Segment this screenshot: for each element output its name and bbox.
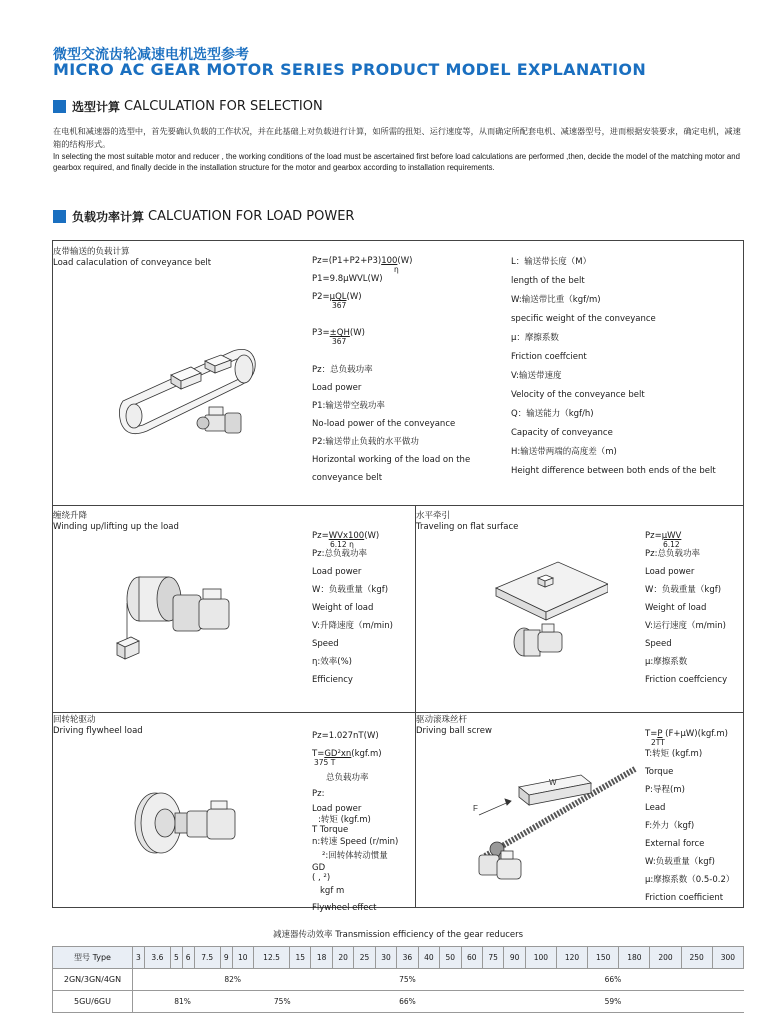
section-marker	[53, 210, 66, 223]
definition-line: V:升降速度（m/min)	[312, 621, 393, 631]
formula-text: (W)	[349, 328, 365, 338]
formula-text: (F+μW)(kgf.m)	[662, 729, 728, 739]
ratio-header-cell: 60	[461, 947, 482, 969]
winding-title-en: Winding up/lifting up the load	[53, 522, 179, 532]
formula-text: Pz=	[645, 531, 662, 541]
formula-numerator: ±QH	[329, 328, 350, 338]
efficiency-title	[52, 928, 744, 940]
ratio-header-cell: 3	[133, 947, 145, 969]
definition-line: W：负载重量（kgf)	[312, 585, 389, 595]
variable-line: length of the belt	[511, 276, 585, 286]
ratio-header-cell: 20	[332, 947, 353, 969]
formula-numerator: P	[657, 729, 663, 739]
flywheel-formula-pz: Pz=1.027nT(W)	[312, 731, 379, 741]
ratio-header-cell: 30	[375, 947, 396, 969]
formula-numerator: μWV	[661, 531, 682, 541]
ratio-header-cell: 200	[650, 947, 681, 969]
ratio-header-cell: 6	[182, 947, 194, 969]
belt-variables	[511, 253, 716, 481]
formula-numerator: μQL	[329, 292, 347, 302]
conveyor-belt-illustration	[113, 331, 303, 461]
flat-title-cn: 水平牵引	[416, 511, 451, 521]
definition-line: Pz:总负载功率	[645, 549, 700, 559]
formula-denominator: η	[394, 265, 399, 274]
winding-title	[53, 511, 179, 533]
definition-line: T:转矩 (kgf.m)	[645, 749, 703, 759]
efficiency-row	[53, 991, 744, 1013]
definition-line: ²:回转体转动惯量	[322, 851, 388, 861]
model-cell: 2GN/3GN/4GN	[53, 969, 133, 991]
formula-text: P2=	[312, 292, 330, 302]
ratio-header-cell: 100	[525, 947, 556, 969]
formula-text: (W)	[364, 531, 380, 541]
variable-line: W:输送带比重（kgf/m)	[511, 295, 601, 305]
definition-line: T Torque	[312, 825, 349, 835]
ratio-header-cell: 36	[397, 947, 418, 969]
definition-line: Pz：总负载功率	[312, 365, 373, 375]
variable-line: Capacity of conveyance	[511, 428, 613, 438]
definition-line: Pz:	[312, 789, 325, 799]
efficiency-value-cell: 81%	[133, 991, 233, 1013]
variable-line: Height difference between both ends of the belt	[511, 466, 716, 476]
ratio-header-cell: 50	[440, 947, 461, 969]
section-title-cn: 选型计算	[72, 99, 121, 114]
definition-line: Torque	[645, 767, 674, 777]
flywheel-formula-t	[312, 749, 382, 767]
section-title-cn: 负载功率计算	[72, 209, 145, 224]
page-title-cn: 微型交流齿轮减速电机选型参考	[53, 47, 249, 63]
definition-line: Speed	[312, 639, 339, 649]
winding-definitions	[312, 545, 393, 689]
ratio-header-cell: 3.6	[144, 947, 170, 969]
formula-denominator: 2TT	[651, 738, 665, 747]
ratio-header-cell: 180	[619, 947, 650, 969]
variable-line: L：输送带长度（M）	[511, 257, 592, 267]
definition-line: Pz:总负载功率	[312, 549, 367, 559]
definition-line: GD	[312, 863, 326, 873]
definition-line: n:转速 Speed (r/min)	[312, 837, 399, 847]
definition-line: Speed	[645, 639, 672, 649]
formula-text: (W)	[346, 292, 362, 302]
definition-line: External force	[645, 839, 705, 849]
definition-line: 总负载功率	[326, 773, 369, 783]
page-title-en: MICRO AC GEAR MOTOR SERIES PRODUCT MODEL EXPLANATION	[53, 60, 647, 79]
definition-line: No-load power of the conveyance	[312, 419, 456, 429]
formula-denominator: 6.12 η	[330, 540, 354, 549]
formula-denominator: 375 T	[314, 758, 336, 767]
efficiency-header-row	[53, 947, 744, 969]
ratio-header-cell: 5	[171, 947, 183, 969]
flat-travel-illustration	[458, 546, 608, 671]
intro-text-cn: 在电机和减速器的选型中，首先要确认负载的工作状况，并在此基础上对负载进行计算，如所需的扭矩、运行速度等，从而确定所配套电机、减速器型号，进而根据安装要求，确定电机，减速箱的结构形式。	[53, 126, 741, 149]
grid-divider	[53, 712, 743, 713]
formula-text: (W)	[397, 256, 413, 266]
belt-formula-p3	[312, 328, 365, 346]
efficiency-table	[52, 946, 744, 1013]
definition-line: W:负载重量（kgf)	[645, 857, 715, 867]
definition-line: ( , ²)	[312, 873, 331, 883]
definition-line: V:运行速度（m/min)	[645, 621, 726, 631]
section-heading-selection	[53, 98, 323, 114]
definition-line: η:效率(%)	[312, 657, 352, 667]
ratio-header-cell: 120	[556, 947, 587, 969]
definition-line: P1:输送带空载功率	[312, 401, 385, 411]
formula-text: Pz=(P1+P2+P3)	[312, 256, 382, 266]
section-title-en: CALCUATION FOR LOAD POWER	[148, 208, 355, 224]
flywheel-definitions	[312, 771, 398, 917]
variable-line: Friction coeffcient	[511, 352, 587, 362]
weight-label: W	[549, 778, 557, 787]
ratio-header-cell: 9	[220, 947, 232, 969]
winding-title-cn: 缠绕升降	[53, 511, 88, 521]
efficiency-value-cell: 66%	[482, 969, 743, 991]
definition-line: μ:摩擦系数（0.5-0.2）	[645, 875, 735, 885]
flywheel-title-en: Driving flywheel load	[53, 726, 143, 736]
flat-title	[416, 511, 518, 533]
ratio-header-cell: 300	[712, 947, 743, 969]
flat-title-en: Traveling on flat surface	[416, 522, 519, 532]
definition-line: Load power	[312, 804, 362, 814]
belt-title-en: Load calaculation of conveyance belt	[53, 258, 212, 268]
variable-line: V:输送带速度	[511, 371, 562, 381]
efficiency-title-en: Transmission efficiency of the gear reducers	[335, 930, 524, 940]
formula-text: P3=	[312, 328, 330, 338]
belt-formula-p2	[312, 292, 362, 310]
ratio-header-cell: 75	[482, 947, 503, 969]
section-title-en: CALCULATION FOR SELECTION	[124, 98, 323, 114]
efficiency-value-cell: 59%	[482, 991, 743, 1013]
force-label: F	[473, 804, 478, 813]
belt-formula-p1: P1=9.8μWVL(W)	[312, 274, 383, 284]
model-cell: 5GU/6GU	[53, 991, 133, 1013]
definition-line: Lead	[645, 803, 666, 813]
screw-title-en: Driving ball screw	[416, 726, 492, 736]
formula-numerator: WVx100	[328, 531, 365, 541]
definition-line: Weight of load	[312, 603, 374, 613]
definition-line: Load power	[645, 567, 695, 577]
formula-numerator: 100	[381, 256, 398, 266]
screw-title	[416, 715, 492, 737]
definition-line: Horizontal working of the load on the	[312, 455, 471, 465]
belt-title-cn: 皮带输送的负载计算	[53, 247, 130, 257]
formula-text: Pz=	[312, 531, 329, 541]
winding-hoist-illustration	[111, 571, 241, 671]
definition-line: F:外力（kgf)	[645, 821, 695, 831]
definition-line: P2:输送带止负载的水平做功	[312, 437, 419, 447]
flywheel-title-cn: 回转轮驱动	[53, 715, 96, 725]
variable-line: specific weight of the conveyance	[511, 314, 656, 324]
variable-line: Velocity of the conveyance belt	[511, 390, 645, 400]
formula-text: T=	[645, 729, 658, 739]
definition-line: Efficiency	[312, 675, 353, 685]
definition-line: Friction coeffciency	[645, 675, 728, 685]
definition-line: Flywheel effect	[312, 903, 377, 913]
grid-divider	[53, 505, 743, 506]
belt-definitions	[312, 361, 470, 487]
grid-divider	[415, 505, 416, 908]
efficiency-title-cn: 减速器传动效率	[272, 930, 333, 940]
definition-line: W：负载重量（kgf)	[645, 585, 722, 595]
definition-line: Load power	[312, 383, 362, 393]
definition-line: kgf m	[320, 886, 345, 896]
screw-definitions	[645, 745, 734, 907]
definition-line: :转矩 (kgf.m)	[318, 815, 371, 825]
definition-line: conveyance belt	[312, 473, 383, 483]
flywheel-illustration	[125, 781, 245, 871]
belt-formula-pz	[312, 256, 412, 274]
variable-line: H:输送带两端的高度差（m)	[511, 447, 617, 457]
ratio-header-cell: 40	[418, 947, 439, 969]
efficiency-value-cell: 66%	[332, 991, 482, 1013]
ratio-header-cell: 90	[504, 947, 525, 969]
ratio-header-cell: 7.5	[194, 947, 220, 969]
definition-line: Friction coefficient	[645, 893, 724, 903]
efficiency-value-cell: 82%	[133, 969, 333, 991]
formula-text: T=	[312, 749, 325, 759]
belt-title	[53, 247, 211, 269]
flywheel-title	[53, 715, 143, 737]
definition-line: Load power	[312, 567, 362, 577]
variable-line: μ：摩擦系数	[511, 333, 559, 343]
formula-denominator: 6.12	[663, 540, 680, 549]
intro-text-en: In selecting the most suitable motor and reducer , the working conditions of the load must be ascertained first before load calculations are performed ,then, decide the model of the matching motor and gearbox required, and finally decide in the installation structure for the motor and gearbox according to installation requirements.	[53, 152, 740, 172]
efficiency-value-cell: 75%	[332, 969, 482, 991]
formula-text: (kgf.m)	[351, 749, 382, 759]
type-header: 型号 Type	[53, 947, 133, 969]
variable-line: Q：输送能力（kgf/h)	[511, 409, 594, 419]
definition-line: Weight of load	[645, 603, 707, 613]
definition-line: μ:摩擦系数	[645, 657, 688, 667]
ratio-header-cell: 18	[311, 947, 332, 969]
formula-denominator: 367	[332, 301, 347, 310]
formula-denominator: 367	[332, 337, 347, 346]
definition-line: P:导程(m)	[645, 785, 685, 795]
formula-grid	[52, 240, 744, 913]
ratio-header-cell: 15	[290, 947, 311, 969]
ratio-header-cell: 150	[588, 947, 619, 969]
ratio-header-cell: 250	[681, 947, 712, 969]
formula-numerator: GD²xn	[324, 749, 352, 759]
efficiency-row	[53, 969, 744, 991]
screw-title-cn: 驱动滚珠丝杆	[416, 715, 468, 725]
ratio-header-cell: 25	[354, 947, 375, 969]
section-heading-load-power	[53, 208, 354, 224]
section-marker	[53, 100, 66, 113]
ratio-header-cell: 10	[232, 947, 253, 969]
efficiency-value-cell: 75%	[232, 991, 332, 1013]
ball-screw-illustration	[445, 761, 641, 891]
ratio-header-cell: 12.5	[254, 947, 290, 969]
flat-definitions	[645, 545, 727, 689]
